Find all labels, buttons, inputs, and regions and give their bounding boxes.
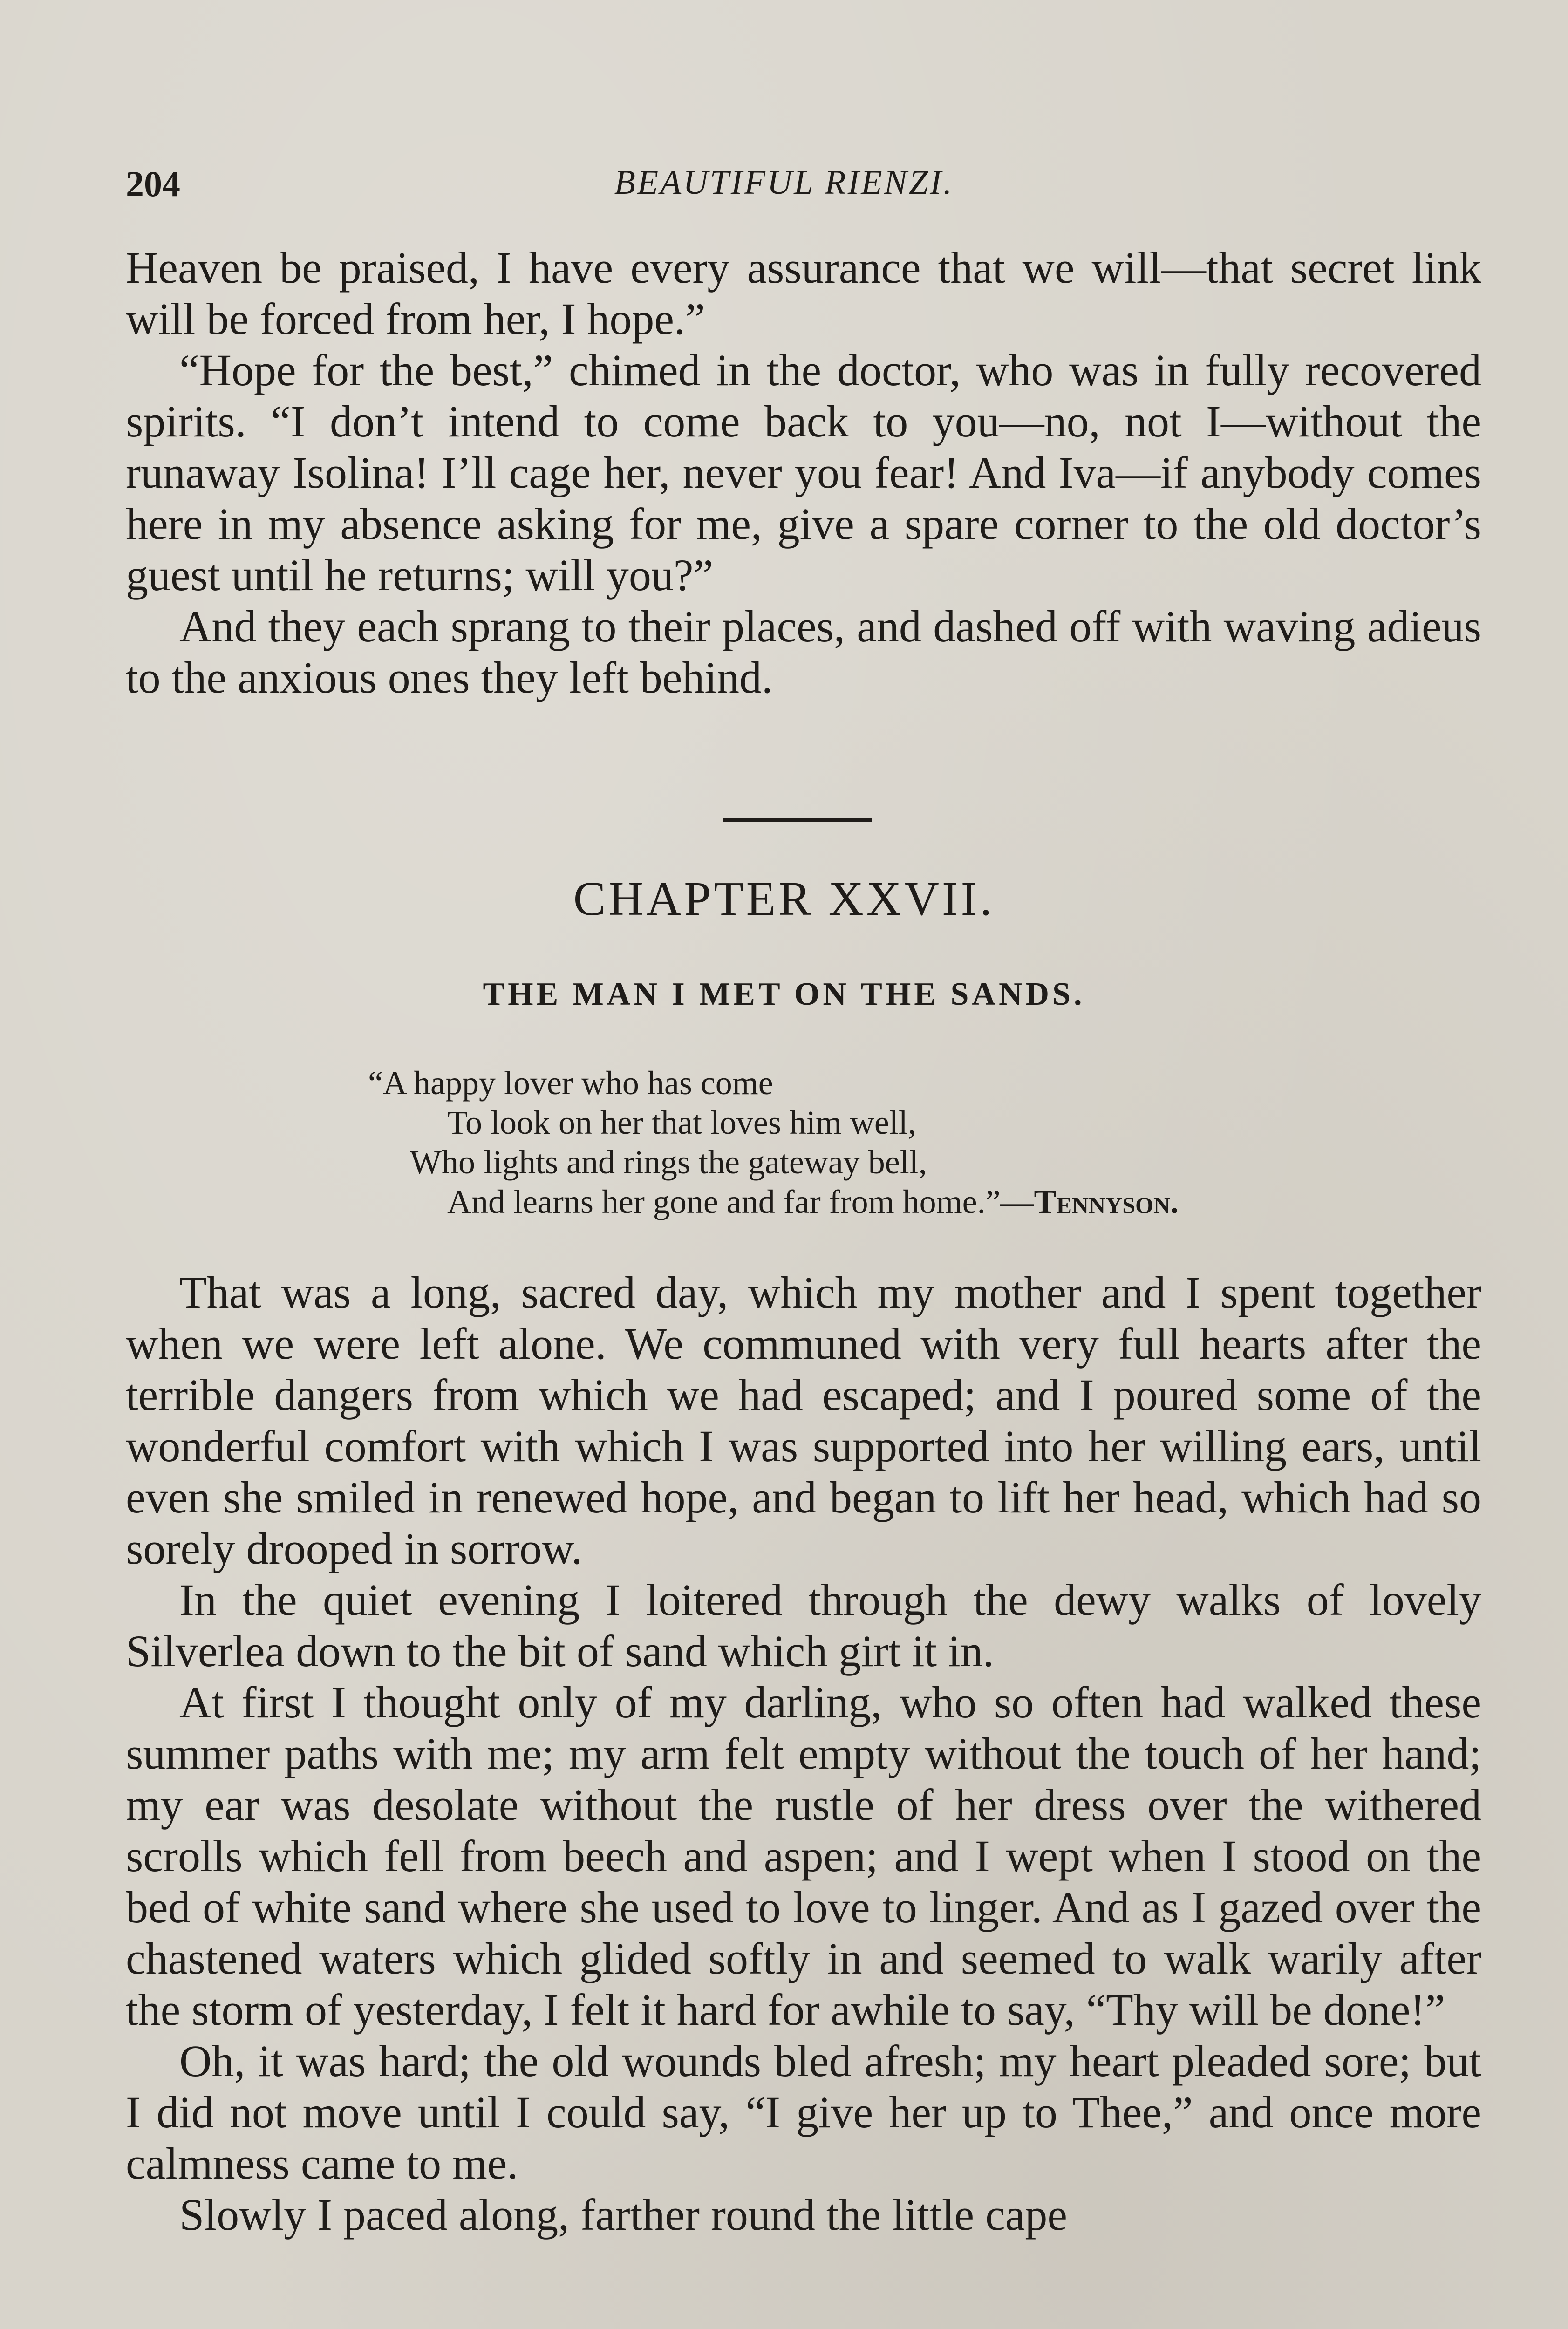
- epigraph-attribution: Tennyson.: [1034, 1183, 1179, 1220]
- paragraph: Heaven be praised, I have every assurance that we will—that secret link will be forced from her, I hope.”: [126, 243, 1481, 344]
- running-head: [126, 163, 1442, 219]
- paragraph: At first I thought only of my darling, who so often had walked these summer paths with me; my arm felt empty without the touch of her hand; my ear was desolate without the rustle of her dress over the withered scrolls which fell from beech and aspen; and I wept when I stood on the bed of white sand where she used to love to linger. And as I gazed over the chastened waters which glided softly in and seemed to walk warily after the storm of yesterday, I felt it hard for awhile to say, “Thy will be done!”: [126, 1677, 1481, 2035]
- epigraph-last-line: [368, 1182, 1477, 1222]
- epigraph: [368, 1063, 1477, 1222]
- chapter-body: [126, 1267, 1481, 2240]
- epigraph-line: “A happy lover who has come: [368, 1064, 773, 1102]
- opening-text: [126, 242, 1481, 703]
- chapter-title: CHAPTER XXVII.: [573, 872, 995, 926]
- paragraph: That was a long, sacred day, which my mother and I spent together when we were left alone. We communed with very full hearts after the terrible dangers from which we had escaped; and I poured some of the wonderful comfort with which I was supported into her willing ears, until even she smiled in renewed hope, and began to lift her head, which had so sorely drooped in sorrow.: [126, 1267, 1481, 1573]
- epigraph-line: And learns her gone and far from home.”—: [447, 1183, 1034, 1220]
- section-divider: [723, 818, 872, 822]
- epigraph-line: To look on her that loves him well,: [447, 1104, 916, 1141]
- paragraph: In the quiet evening I loitered through the dewy walks of lovely Silverlea down to the bit of sand which girt it in.: [126, 1575, 1481, 1676]
- paragraph: Oh, it was hard; the old wounds bled afresh; my heart pleaded sore; but I did not move until I could say, “I give her up to Thee,” and once more calmness came to me.: [126, 2036, 1481, 2188]
- paragraph: And they each sprang to their places, and dashed off with waving adieus to the anxious ones they left behind.: [126, 601, 1481, 702]
- epigraph-line: Who lights and rings the gateway bell,: [410, 1144, 927, 1181]
- paragraph: Slowly I paced along, farther round the little cape: [179, 2190, 1067, 2240]
- running-title: BEAUTIFUL RIENZI.: [614, 163, 954, 202]
- paragraph: “Hope for the best,” chimed in the doctor, who was in fully recovered spirits. “I don’t intend to come back to you—no, not I—without the runaway Isolina! I’ll cage her, never you fear! And Iva—if anybody comes here in my absence asking for me, give a spare corner to the old doctor’s guest until he returns; will you?”: [126, 345, 1481, 600]
- page-number: 204: [126, 163, 180, 204]
- chapter-subtitle: THE MAN I MET ON THE SANDS.: [483, 976, 1085, 1012]
